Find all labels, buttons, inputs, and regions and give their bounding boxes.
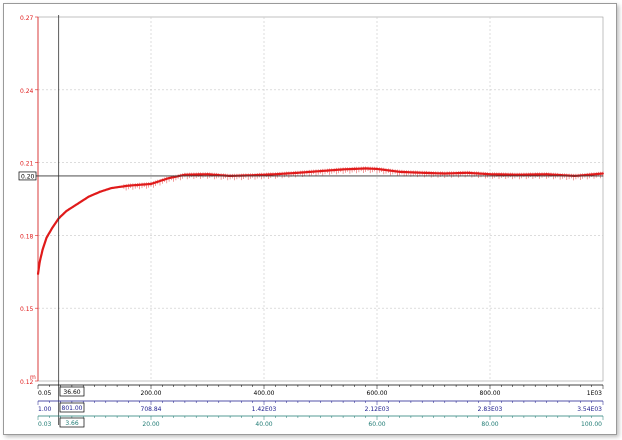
x-tick-label: 600.00 (366, 390, 388, 397)
data-point (467, 172, 469, 174)
data-point (517, 174, 519, 176)
data-point (127, 185, 129, 187)
x-tick-label: 0.05 (38, 390, 52, 397)
cursor-x-readout: 36.60 (63, 389, 81, 396)
y-axis-unit: m (30, 374, 36, 381)
data-point (602, 173, 604, 175)
y-tick-label: 0.18 (20, 233, 34, 241)
x-tick-label: 80.00 (481, 421, 499, 428)
x-tick-label: 40.00 (255, 421, 273, 428)
data-point (77, 203, 79, 205)
data-point (65, 210, 67, 212)
x-tick-label: 2.83E03 (477, 406, 503, 413)
data-point (37, 273, 39, 275)
data-point (365, 168, 367, 170)
y-tick-label: 0.12 (20, 379, 34, 386)
data-point (39, 261, 41, 263)
x-tick-label: 1.00 (38, 406, 52, 413)
x-tick-label: 0.03 (38, 421, 52, 428)
data-point (42, 249, 44, 251)
data-point (167, 178, 169, 180)
x-tick-label: 400.00 (253, 390, 275, 397)
data-point (297, 172, 299, 174)
x-tick-label: 1E03 (586, 390, 602, 397)
data-point (421, 172, 423, 174)
data-point (184, 174, 186, 176)
x-tick-label: 1.42E03 (251, 406, 277, 413)
y-tick-label: 0.27 (20, 15, 34, 22)
data-point (274, 173, 276, 175)
data-point (342, 169, 344, 171)
x-tick-label: 708.84 (140, 406, 162, 413)
x-tick-label: 2.12E03 (364, 406, 390, 413)
data-point (88, 196, 90, 198)
data-point (111, 187, 113, 189)
data-point (399, 171, 401, 173)
y-tick-label: 0.24 (20, 87, 34, 95)
y-tick-label: 0.15 (20, 306, 34, 314)
cursor-y-readout: 0.20 (21, 173, 35, 181)
data-point (99, 191, 101, 193)
x-tick-label: 3.54E03 (577, 406, 602, 413)
x-tick-label: 20.00 (142, 421, 160, 428)
x-tick-label: 200.00 (140, 390, 162, 397)
x-axes (38, 385, 603, 428)
data-point (489, 173, 491, 175)
data-point (444, 173, 446, 175)
data-point (546, 173, 548, 175)
y-tick-label: 0.21 (20, 160, 34, 168)
x-tick-label: 100.00 (581, 421, 602, 428)
data-point (320, 170, 322, 172)
data-point (207, 173, 209, 175)
x-tick-label: 60.00 (368, 421, 386, 428)
plot-area (38, 17, 603, 381)
x-tick-label: 800.00 (479, 390, 501, 397)
data-point (376, 168, 378, 170)
cursor-x-readout: 801.00 (61, 405, 83, 412)
data-point (51, 227, 53, 229)
data-point (46, 237, 48, 239)
y-axis (20, 15, 38, 386)
cursor-x-readout: 3.66 (65, 420, 79, 427)
data-point (150, 183, 152, 185)
